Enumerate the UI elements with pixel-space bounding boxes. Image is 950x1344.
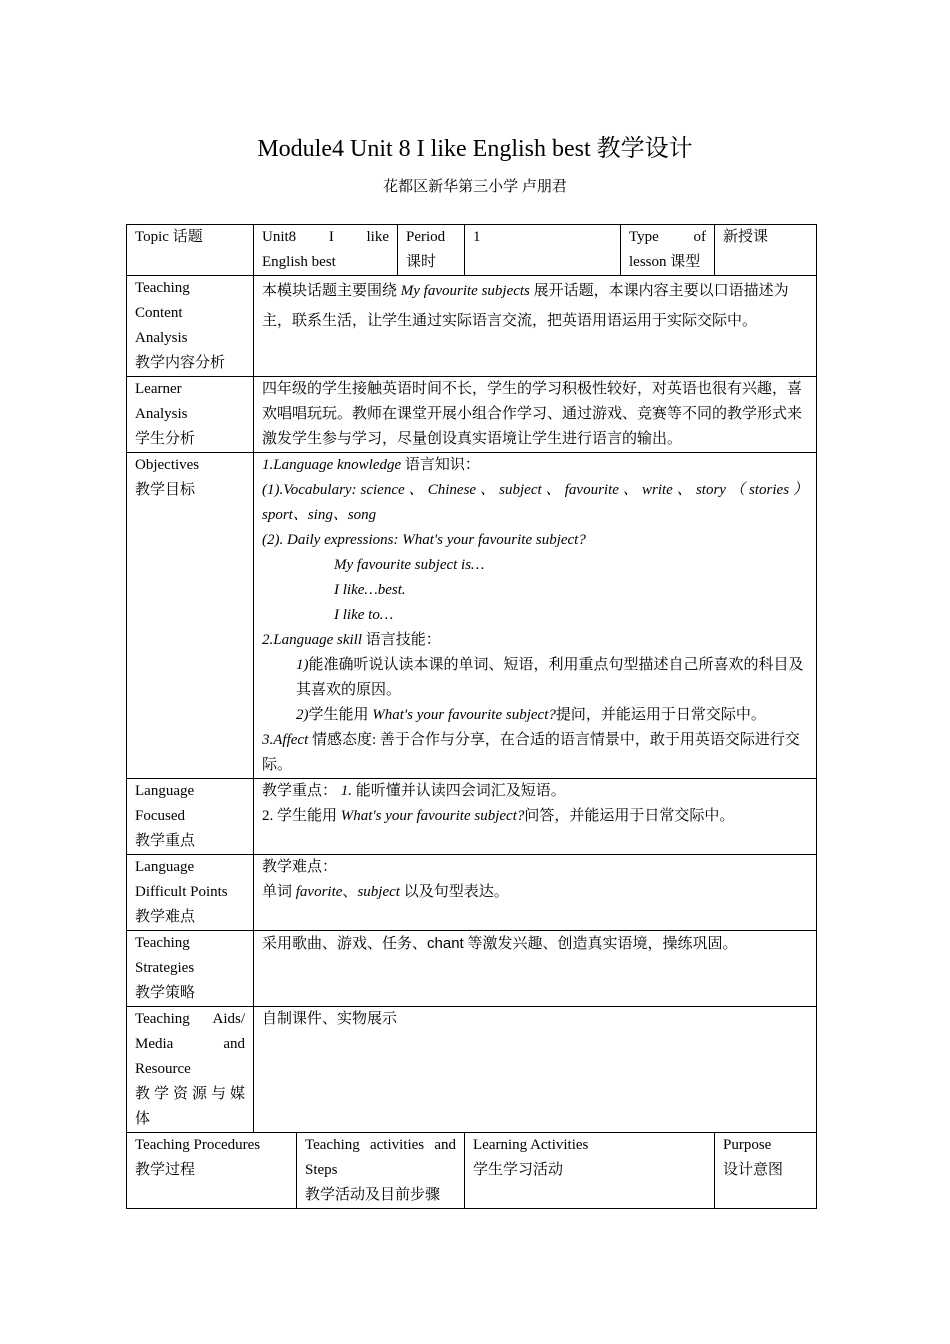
aids-text: 自制课件、实物展示 — [254, 1007, 817, 1133]
objective-affect: 3.Affect 情感态度: 善于合作与分享，在合适的语言情景中，敢于用英语交际进行交际。 — [262, 732, 800, 773]
strategies-row — [127, 931, 817, 1007]
content-analysis-text: 本模块话题主要围绕 My favourite subjects 展开话题，本课内容主要以口语描述为主，联系生活，让学生通过实际语言交流，把英语用语运用于实际交际中。 — [254, 276, 817, 377]
objective-expression-1: My favourite subject is… — [334, 557, 485, 573]
objective-expression-2: I like…best. — [334, 582, 406, 598]
objective-language-skill: 2.Language skill 语言技能： — [262, 632, 441, 648]
lesson-plan-table — [126, 224, 817, 1209]
topic-value-line-1: Unit8 I like — [262, 229, 389, 245]
period-value: 1 — [465, 225, 621, 276]
topic-value — [254, 225, 398, 276]
focus-row — [127, 779, 817, 855]
learner-analysis-label: Learner Analysis 学生分析 — [127, 377, 254, 453]
objective-language-knowledge: 1.Language knowledge 语言知识： — [262, 457, 480, 473]
procedures-col-3: Learning Activities 学生学习活动 — [465, 1133, 715, 1209]
objective-skill-2: 2)学生能用 What's your favourite subject?提问，并能运用于日常交际中。 — [296, 707, 766, 723]
aids-row — [127, 1007, 817, 1133]
procedures-col-4: Purpose 设计意图 — [715, 1133, 817, 1209]
document-title: Module4 Unit 8 I like English best 教学设计 — [257, 136, 693, 162]
type-value: 新授课 — [715, 225, 817, 276]
objective-vocabulary-cont: sport、sing、song — [262, 507, 377, 523]
focus-label: Language Focused 教学重点 — [127, 779, 254, 855]
strategies-label: Teaching Strategies 教学策略 — [127, 931, 254, 1007]
focus-text: 教学重点： 1. 能听懂并认读四会词汇及短语。 2. 学生能用 What's your favourite subject?问答，并能运用于日常交际中。 — [254, 779, 817, 855]
learner-analysis-text: 四年级的学生接触英语时间不长，学生的学习积极性较好，对英语也很有兴趣，喜欢唱唱玩玩。教师在课堂开展小组合作学习、通过游戏、竞赛等不同的教学形式来激发学生参与学习，尽量创设真实语境让学生进行语言的输出。 — [254, 377, 817, 453]
aids-label: Teaching Aids/ Media and Resource 教 学 资 源 与 媒 体 — [127, 1007, 254, 1133]
procedures-row — [127, 1133, 817, 1209]
type-label: Type of lesson 课型 — [621, 225, 715, 276]
objectives-text — [254, 453, 817, 779]
strategies-text: 采用歌曲、游戏、任务、chant 等激发兴趣、创造真实语境，操练巩固。 — [254, 931, 817, 1007]
objective-daily-expressions: (2). Daily expressions: What's your favourite subject? — [262, 532, 586, 548]
objective-expression-3: I like to… — [334, 607, 394, 623]
difficult-text: 教学难点： 单词 favorite、subject 以及句型表达。 — [254, 855, 817, 931]
objective-vocabulary: (1).Vocabulary: science 、 Chinese 、 subject 、 favourite 、 write 、 story （ stories ） — [262, 482, 809, 498]
content-analysis-row — [127, 276, 817, 377]
procedures-col-2: Teaching activities and Steps 教学活动及目前步骤 — [297, 1133, 465, 1209]
author-line: 花都区新华第三小学 卢朋君 — [383, 179, 567, 195]
objectives-label: Objectives 教学目标 — [127, 453, 254, 779]
period-label: Period 课时 — [398, 225, 465, 276]
topic-row — [127, 225, 817, 276]
difficult-label: Language Difficult Points 教学难点 — [127, 855, 254, 931]
procedures-col-1: Teaching Procedures 教学过程 — [127, 1133, 297, 1209]
topic-value-line-2: English best — [262, 254, 336, 270]
objectives-row — [127, 453, 817, 779]
content-analysis-label: Teaching Content Analysis 教学内容分析 — [127, 276, 254, 377]
topic-label: Topic 话题 — [127, 225, 254, 276]
learner-analysis-row — [127, 377, 817, 453]
objective-skill-1: 1)能准确听说认读本课的单词、短语，利用重点句型描述自己所喜欢的科目及其喜欢的原因。 — [296, 657, 804, 698]
difficult-row — [127, 855, 817, 931]
